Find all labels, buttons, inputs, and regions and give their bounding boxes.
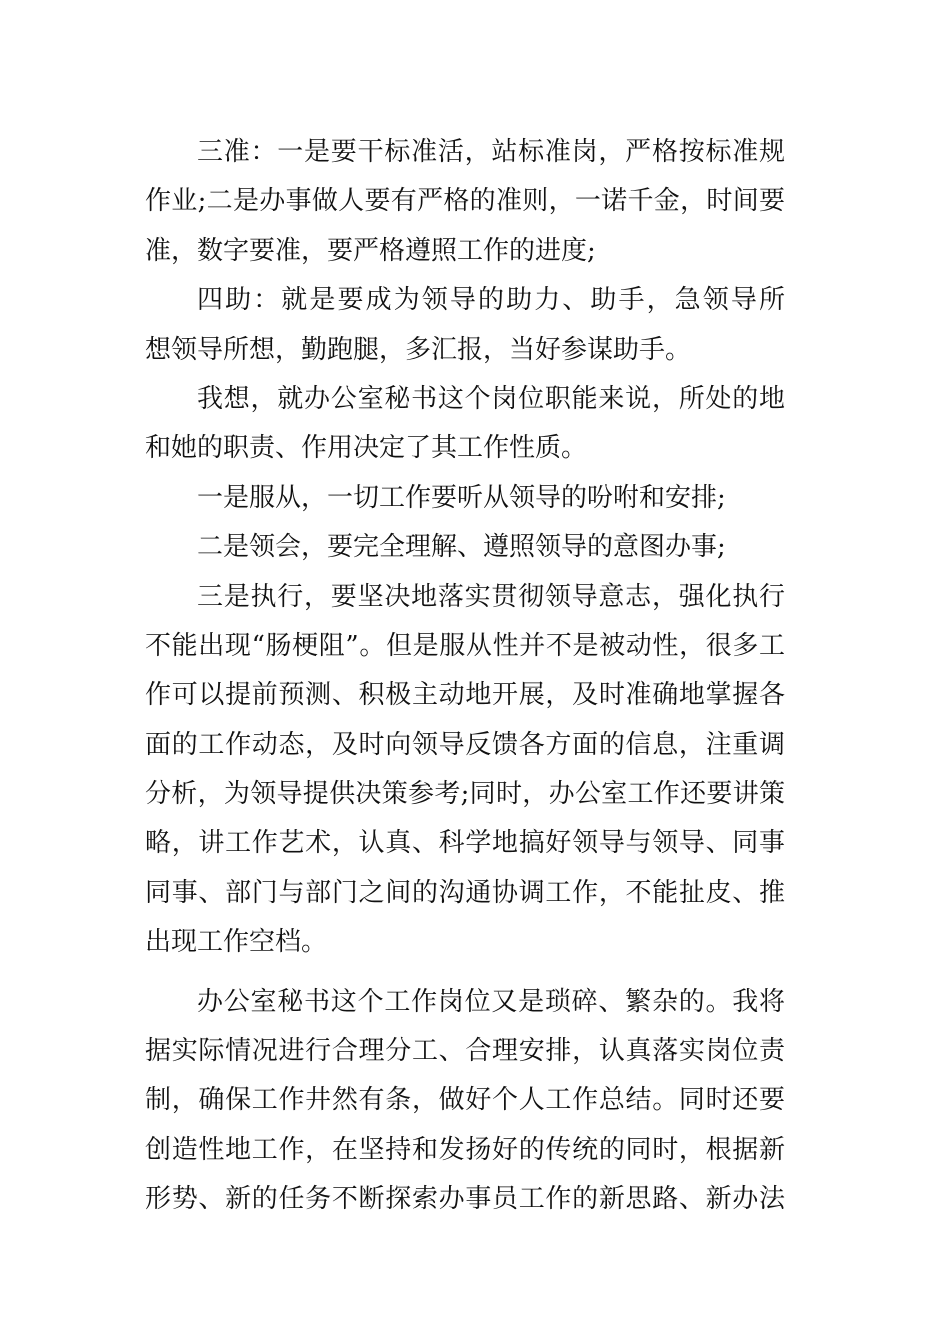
text-line: 二是领会，要完全理解、遵照领导的意图办事; (197, 532, 726, 563)
text-line: 不能出现“肠梗阻”。但是服从性并不是被动性，很多工 (145, 630, 785, 661)
text-line: 略，讲工作艺术，认真、科学地搞好领导与领导、同事 (145, 828, 785, 859)
paragraph-si-zhu (145, 276, 785, 375)
paragraph-san-zhun (145, 128, 785, 276)
paragraph-wo-xiang (145, 375, 785, 474)
text-line: 作业;二是办事做人要有严格的准则，一诺千金，时间要 (145, 186, 785, 217)
text-line: 准，数字要准，要严格遵照工作的进度; (145, 235, 596, 266)
text-line: 形势、新的任务不断探索办事员工作的新思路、新办法 (145, 1184, 785, 1215)
paragraph-suo-sui (145, 978, 785, 1225)
paragraph-fu-cong (145, 474, 785, 523)
text-line: 三是执行，要坚决地落实贯彻领导意志，强化执行 (197, 581, 785, 612)
document-body (145, 128, 785, 1225)
text-line: 据实际情况进行合理分工、合理安排，认真落实岗位责 (145, 1036, 785, 1067)
text-line: 同事、部门与部门之间的沟通协调工作，不能扯皮、推 (145, 877, 785, 908)
text-line: 办公室秘书这个工作岗位又是琐碎、繁杂的。我将 (197, 986, 785, 1017)
text-line: 作可以提前预测、积极主动地开展，及时准确地掌握各 (145, 680, 785, 711)
text-line: 创造性地工作，在坚持和发扬好的传统的同时，根据新 (145, 1134, 785, 1165)
text-line: 一是服从，一切工作要听从领导的吩咐和安排; (197, 482, 726, 513)
text-line: 分析，为领导提供决策参考;同时，办公室工作还要讲策 (145, 779, 785, 810)
text-line: 制，确保工作井然有条，做好个人工作总结。同时还要 (145, 1085, 785, 1116)
paragraph-ling-hui (145, 523, 785, 572)
text-line: 出现工作空档。 (145, 927, 328, 958)
paragraph-zhi-xing (145, 573, 785, 968)
text-line: 和她的职责、作用决定了其工作性质。 (145, 433, 588, 464)
text-line: 四助：就是要成为领导的助力、助手，急领导所 (197, 285, 785, 316)
text-line: 面的工作动态，及时向领导反馈各方面的信息，注重调 (145, 729, 785, 760)
text-line: 想领导所想，勤跑腿，多汇报，当好参谋助手。 (145, 334, 692, 365)
text-line: 我想，就办公室秘书这个岗位职能来说，所处的地 (197, 383, 785, 414)
text-line: 三准：一是要干标准活，站标准岗，严格按标准规 (197, 137, 785, 167)
